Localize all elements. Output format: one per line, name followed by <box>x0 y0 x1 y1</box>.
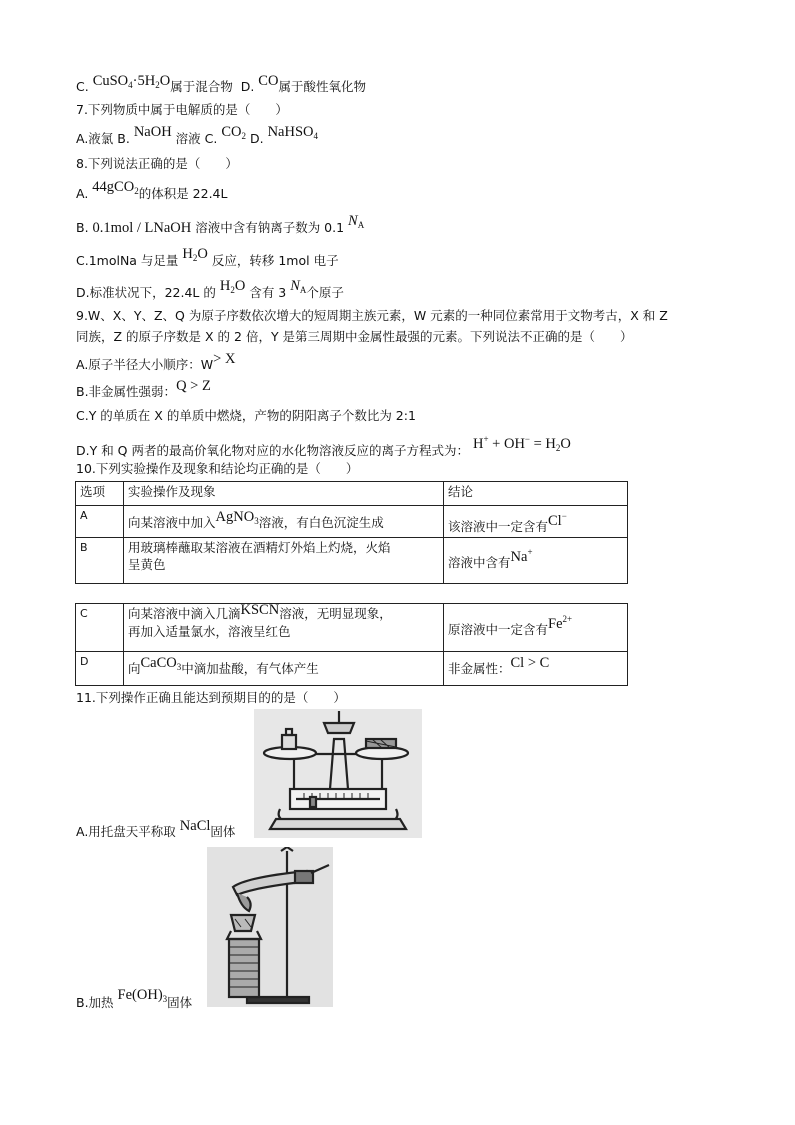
q9-option-d: D.Y 和 Q 两者的最高价氧化物对应的水化物溶液反应的离子方程式为： $H^+ + OH^- = H_2O$ <box>76 434 571 458</box>
table-row-c: C 向某溶液中滴入几滴KSCN溶液，无明显现象， 再加入适量氯水，溶液呈红色 原溶液中一定含有$Fe^{2+}$ <box>76 604 628 652</box>
q9-option-b: B.非金属性强弱：Q > Z <box>76 378 211 399</box>
table-row-a: A 向某溶液中加入AgNO$_3$溶液，有白色沉淀生成 该溶液中一定含有Cl− <box>76 506 628 538</box>
q7-co2: $CO_2$ <box>221 124 246 141</box>
q8-option-d: D.标准状况下，22.4L 的 $H_2O$ 含有 3 $N_A$个原子 <box>76 278 344 300</box>
table-row-b: B 用玻璃棒蘸取某溶液在酒精灯外焰上灼烧，火焰 呈黄色 溶液中含有Na+ <box>76 538 628 584</box>
table-header-row: 选项 实验操作及现象 结论 <box>76 482 628 506</box>
q8-d-h2o: $H_2O$ <box>219 278 246 295</box>
balance-scale-icon <box>254 709 422 838</box>
q8-d-na: $N_A$ <box>290 278 307 295</box>
q11-option-a: A.用托盘天平称取 NaCl固体 <box>76 818 236 839</box>
q7-options: A.液氯 B. NaOH 溶液 C. $CO_2$ D. NaHSO$_4$ <box>76 124 318 146</box>
q9-option-a: A.原子半径大小顺序：W> X <box>76 351 236 372</box>
q7-nahso4: NaHSO$_4$ <box>267 124 318 141</box>
q8-option-b: B. 0.1mol / LNaOH 溶液中含有钠离子数为 0.1 $N_A$ <box>76 213 365 236</box>
q10-table-part2 <box>75 603 628 686</box>
q6-d-label: D. <box>240 79 255 94</box>
balance-illustration <box>254 709 422 838</box>
q8-stem: 8.下列说法正确的是（ ） <box>76 156 238 171</box>
q7-stem: 7.下列物质中属于电解质的是（ ） <box>76 102 288 117</box>
q9-option-c: C.Y 的单质在 X 的单质中燃烧，产物的阴阳离子个数比为 2:1 <box>76 408 416 423</box>
q8-option-c: C.1molNa 与足量 $H_2O$ 反应，转移 1mol 电子 <box>76 246 339 268</box>
table-row-d: D 向CaCO$_3$中滴加盐酸，有气体产生 非金属性：Cl > C <box>76 652 628 686</box>
q8-b-na: $N_A$ <box>348 213 365 230</box>
q8-b-formula: 0.1mol / LNaOH <box>92 220 192 236</box>
q8-c-h2o: $H_2O$ <box>182 246 208 263</box>
q11-feoh3: $Fe(OH)_3$ <box>117 987 168 1004</box>
q6-c-formula: $CuSO_4\cdot 5H_2O$ <box>92 73 171 90</box>
q9-stem-line2: 同族，Z 的原子序数是 X 的 2 倍，Y 是第三周期中金属性最强的元素。下列说法不正确的是（ ） <box>76 329 633 344</box>
q9-ionic-equation: $H^+ + OH^- = H_2O$ <box>472 434 571 453</box>
q8-option-a: A. 44gCO$_2$的体积是 22.4L <box>76 179 228 201</box>
q10-stem: 10.下列实验操作及现象和结论均正确的是（ ） <box>76 461 359 476</box>
q6-options-cd <box>76 73 366 99</box>
q7-naoh: NaOH <box>133 124 172 140</box>
q9-stem-line1: 9.W、X、Y、Z、Q 为原子序数依次增大的短周期主族元素，W 元素的一种同位素常用于文物考古，X 和 Z <box>76 308 668 323</box>
q6-d-text: 属于酸性氧化物 <box>278 79 366 94</box>
heating-illustration <box>207 847 333 1007</box>
heating-apparatus-icon <box>207 847 333 1007</box>
q11-stem: 11.下列操作正确且能达到预期目的的是（ ） <box>76 690 346 705</box>
q6-c-label: C. <box>76 79 89 94</box>
q10-table-part1 <box>75 481 628 584</box>
q8-a-formula: 44gCO$_2$ <box>92 179 139 196</box>
q6-d-formula: CO <box>258 73 279 89</box>
q11-option-b: B.加热 $Fe(OH)_3$固体 <box>76 987 193 1010</box>
q6-c-text: 属于混合物 <box>170 79 233 94</box>
